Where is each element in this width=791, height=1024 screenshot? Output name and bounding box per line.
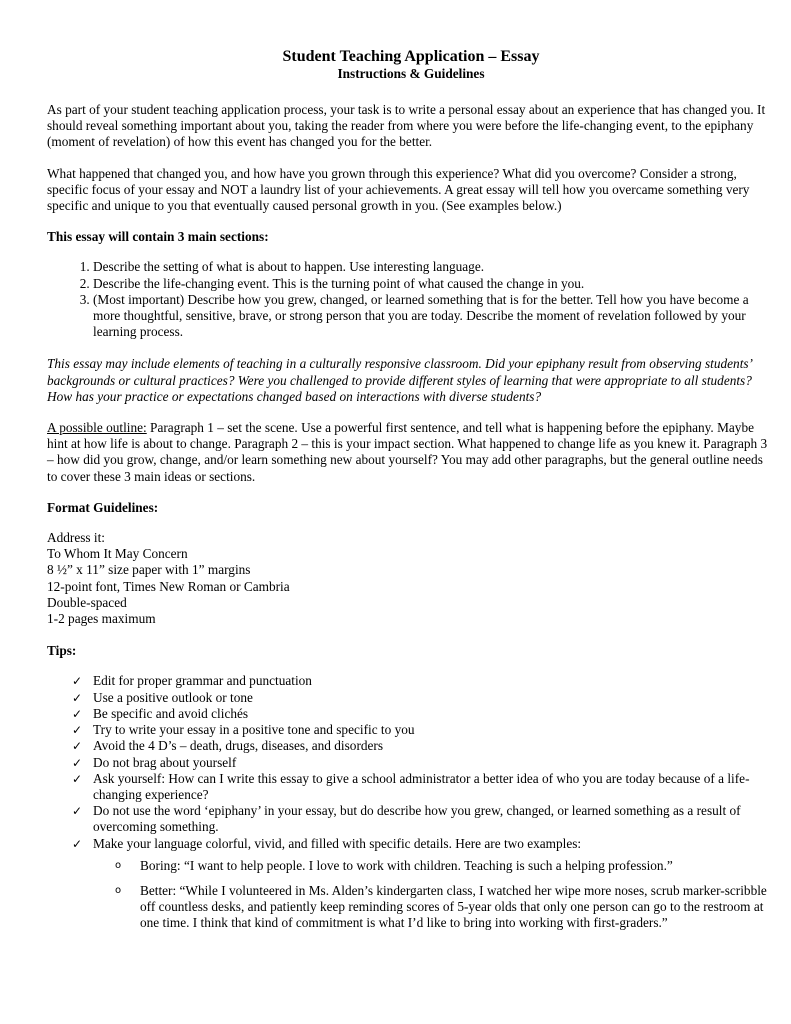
- document-page: [47, 47, 775, 941]
- tip-text: Do not brag about yourself: [93, 754, 237, 770]
- format-line: Double-spaced: [47, 594, 127, 610]
- tip-item: [72, 722, 775, 738]
- format-line: 12-point font, Times New Roman or Cambria: [47, 578, 290, 594]
- format-line: 8 ½” x 11” size paper with 1” margins: [47, 562, 251, 578]
- document-subtitle: Instructions & Guidelines: [337, 66, 485, 81]
- tip-item: [72, 738, 775, 754]
- example-text: Boring: “I want to help people. I love to work with children. Teaching is such a helping profession.”: [140, 857, 673, 873]
- check-icon: ✓: [72, 836, 83, 851]
- check-icon: ✓: [72, 674, 83, 689]
- circle-bullet-icon: o: [115, 859, 122, 871]
- intro-paragraph-1: As part of your student teaching application process, your task is to write a personal essay about an experience that has changed you. It should reveal something important about you, taking the reader from where you were before the life-changing event, to the epiphany (moment of revelation) of how this event has changed you for the better.: [47, 102, 766, 150]
- example-item: [115, 882, 775, 932]
- sections-heading: This essay will contain 3 main sections:: [47, 229, 269, 245]
- check-icon: ✓: [72, 690, 83, 705]
- culturally-responsive-paragraph: This essay may include elements of teaching in a culturally responsive classroom. Did your epiphany result from observing students’ backgrounds or cultural practices? Were you challenged to provide different styles of learning that were appropriate to all students? How has your practice or expectations changed based on interactions with diverse students?: [47, 356, 752, 404]
- sections-list: [47, 259, 775, 340]
- tip-text: Try to write your essay in a positive tone and specific to you: [93, 722, 415, 738]
- tips-heading: Tips:: [47, 643, 77, 659]
- check-icon: ✓: [72, 804, 83, 819]
- format-heading: Format Guidelines:: [47, 499, 159, 515]
- check-icon: ✓: [72, 755, 83, 770]
- document-title: Student Teaching Application – Essay: [282, 48, 540, 65]
- intro-paragraph-2: What happened that changed you, and how have you grown through this experience? What did you overcome? Consider a strong, specific focus of your essay and NOT a laundry list of your achievements. A great essay will tell how you overcame something very specific and unique to you that eventually caused personal growth in you. (See examples below.): [47, 165, 750, 214]
- tip-item: [72, 689, 775, 706]
- tip-text: Make your language colorful, vivid, and filled with specific details. Here are two examples:: [93, 835, 582, 851]
- tip-item: [72, 673, 775, 689]
- examples-list: [93, 858, 775, 932]
- tip-item: [72, 770, 775, 803]
- check-icon: ✓: [72, 706, 83, 721]
- section-item: 2. Describe the life-changing event. This is the turning point of what caused the change in you.: [93, 276, 775, 292]
- format-line: To Whom It May Concern: [47, 546, 188, 562]
- tip-text: Ask yourself: How can I write this essay to give a school administrator a better idea of who you are today because of a life-changing experience?: [93, 770, 750, 802]
- example-item: [115, 857, 775, 874]
- check-icon: ✓: [72, 739, 83, 754]
- format-line: 1-2 pages maximum: [47, 611, 156, 627]
- tip-text: Do not use the word ‘epiphany’ in your essay, but do describe how you grew, changed, or learned something as a result of overcoming something.: [93, 803, 741, 835]
- tip-text: Avoid the 4 D’s – death, drugs, diseases, and disorders: [93, 738, 384, 754]
- format-guidelines: [47, 530, 775, 627]
- circle-bullet-icon: o: [115, 884, 122, 896]
- outline-text: Paragraph 1 – set the scene. Use a powerful first sentence, and tell what is happening before the epiphany. Maybe hint at how life is about to change. Paragraph 2 – this is your impact section. What happened to change life as you knew it. Paragraph 3 – how did you grow, change, and/or learn something new about yourself? You may add other paragraphs, but the general outline needs to cover these 3 main ideas or sections.: [47, 420, 768, 484]
- tip-item: [72, 705, 775, 722]
- check-icon: ✓: [72, 723, 83, 738]
- outline-paragraph: [47, 420, 775, 485]
- tip-item: [72, 754, 775, 771]
- section-item: 3. (Most important) Describe how you grew, changed, or learned something that is for the better. Tell how you have become a more thoughtful, sensitive, brave, or strong person that you are today. Describe the moment of revelation followed by your learning process.: [93, 292, 775, 341]
- format-line: Address it:: [47, 530, 105, 546]
- tips-list: [47, 673, 775, 931]
- tip-item: [72, 835, 775, 932]
- example-text: Better: “While I volunteered in Ms. Alden’s kindergarten class, I watched her wipe more noses, scrub marker-scribble off countless desks, and patiently keep reminding scores of 5-year olds that only one person can go to the restroom at one time. I think that kind of commitment is what I’d like to bring into working with first-graders.”: [140, 882, 767, 931]
- outline-label: A possible outline:: [47, 420, 147, 436]
- tip-text: Edit for proper grammar and punctuation: [93, 673, 312, 689]
- tip-item: [72, 803, 775, 835]
- section-item: 1. Describe the setting of what is about to happen. Use interesting language.: [93, 259, 775, 275]
- check-icon: ✓: [72, 771, 83, 786]
- tip-text: Use a positive outlook or tone: [93, 689, 253, 705]
- tip-text: Be specific and avoid clichés: [93, 705, 249, 721]
